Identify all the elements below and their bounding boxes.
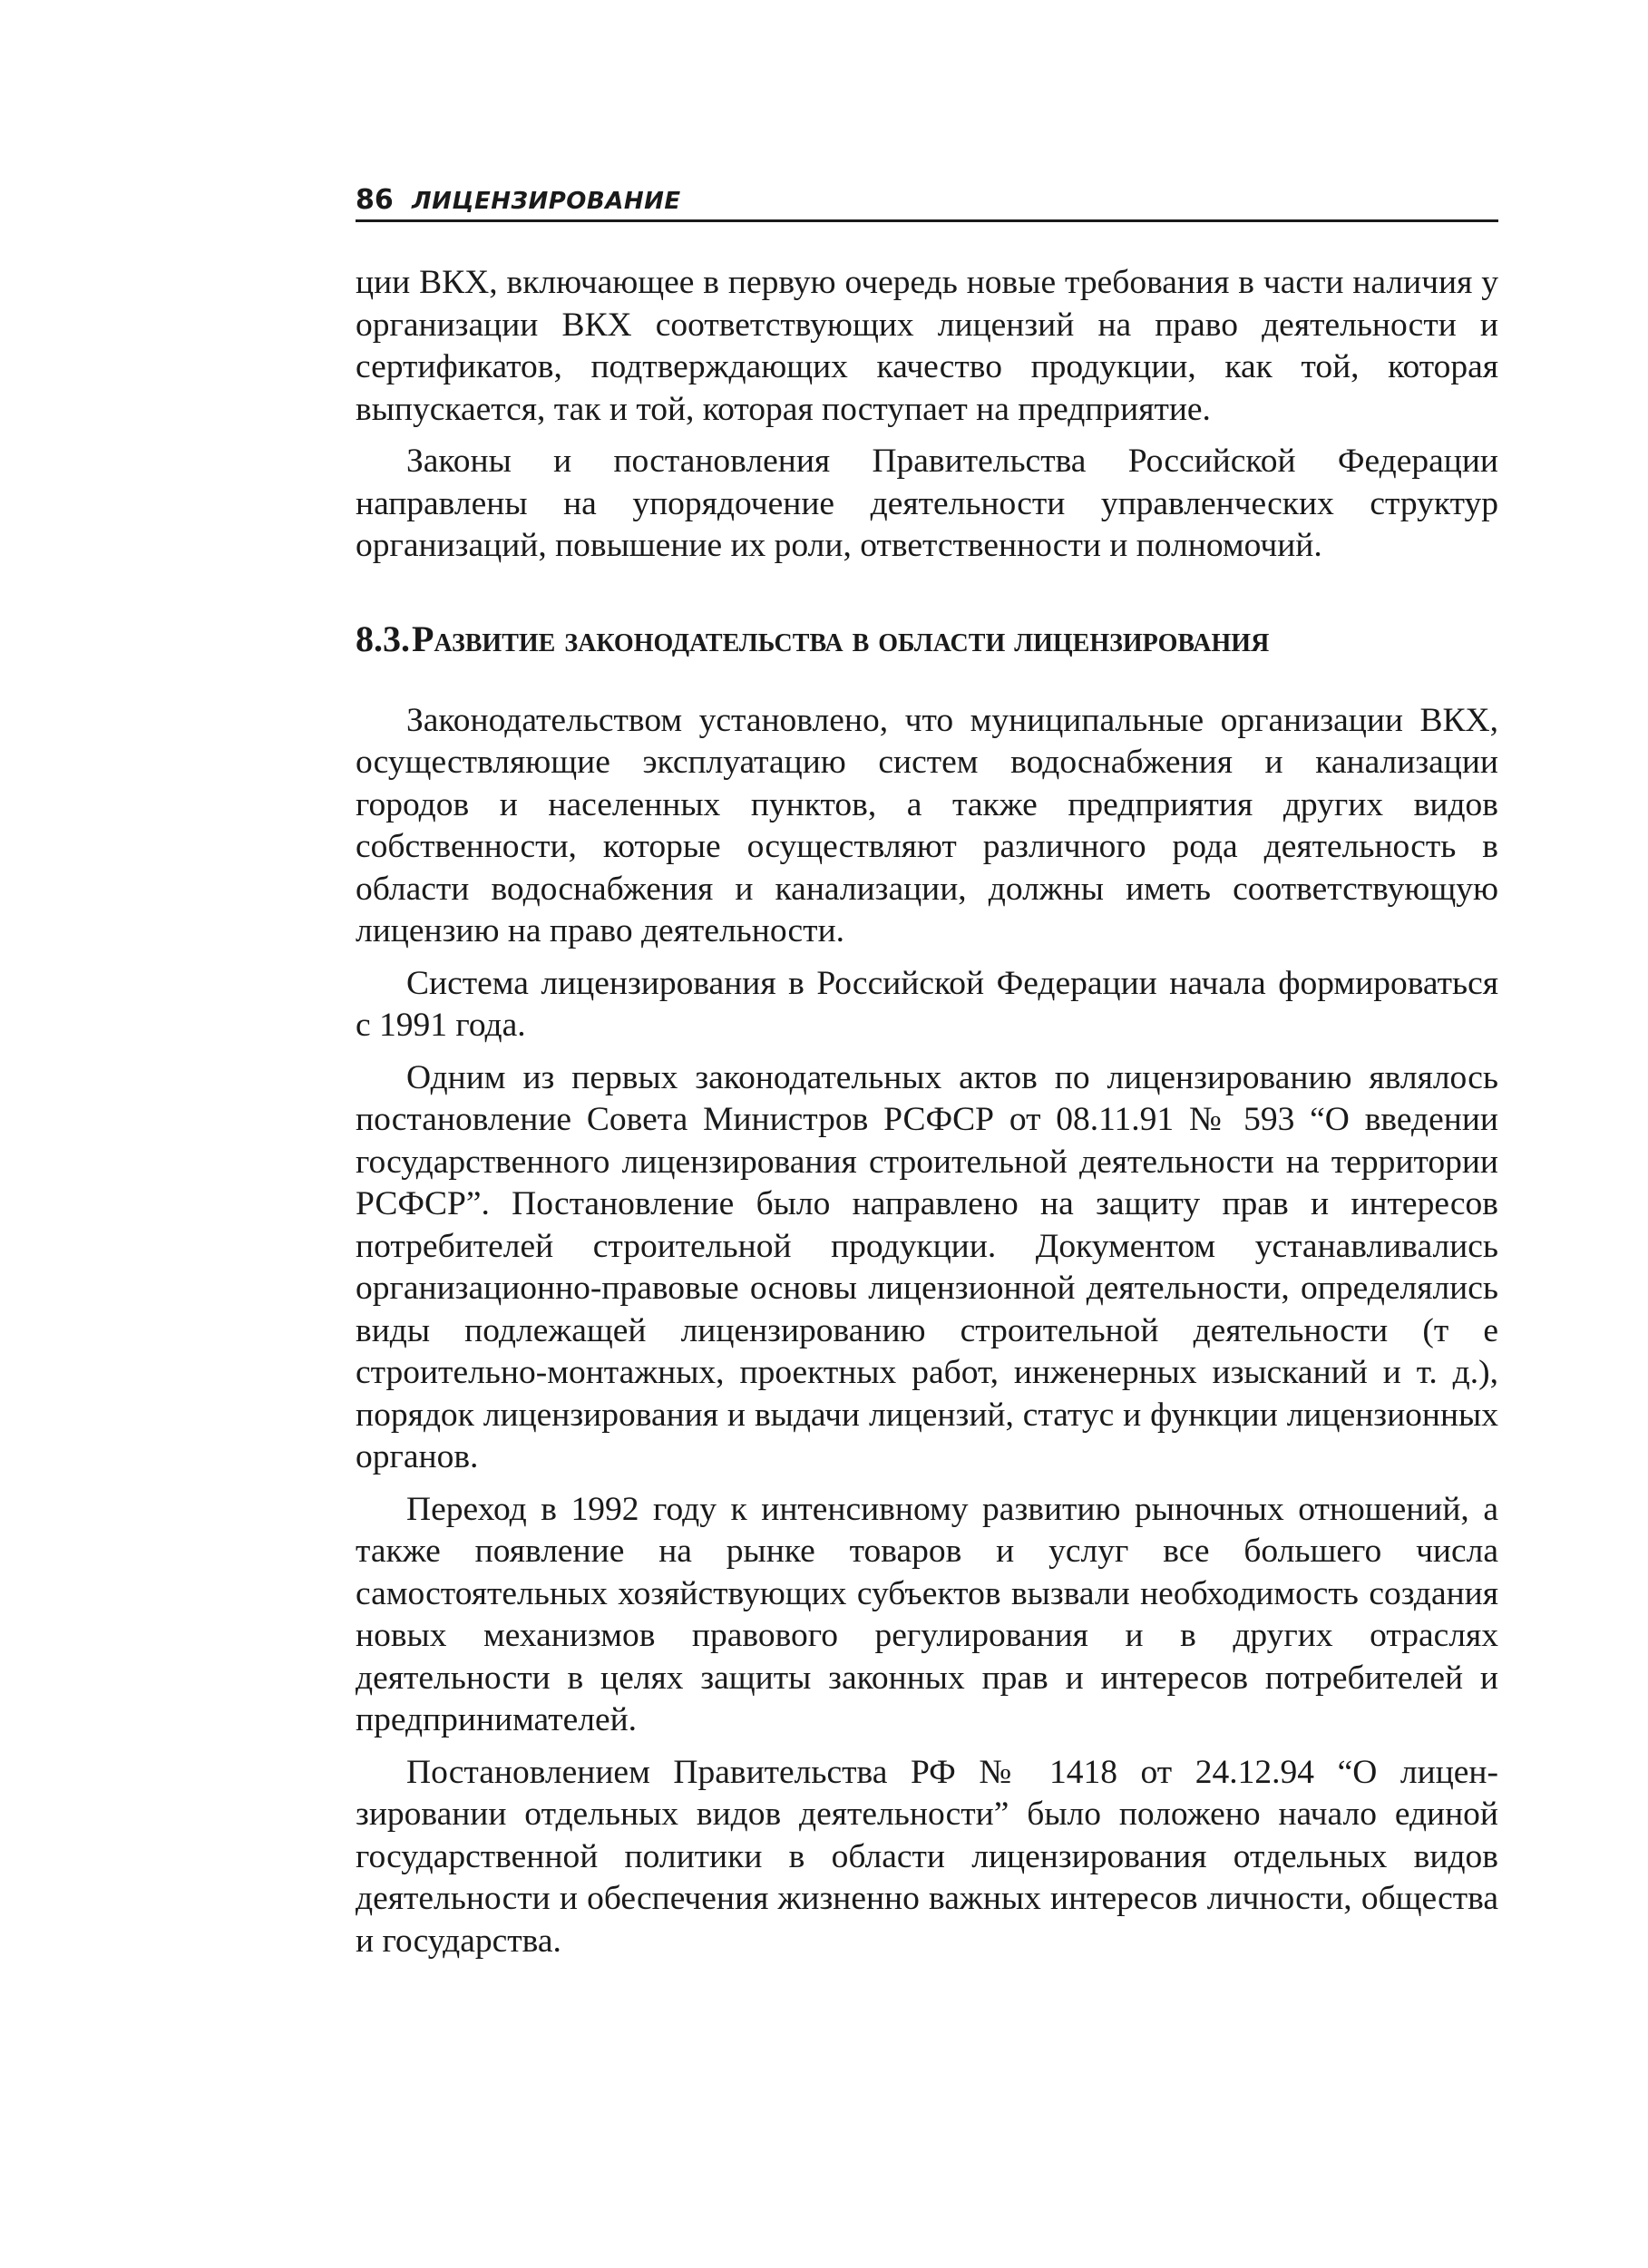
section-number: 8.3. — [356, 618, 410, 659]
paragraph: Законы и постановления Правительства Российской Федерации направлены на упорядочение деятельности управленческих структур организаций, повышение их роли, ответственности и полномочий. — [356, 443, 1498, 564]
paragraph: Переход в 1992 году к интенсивному развитию рыночных отношений, а также появление на рынке товаров и услуг все большего числа самостоятельных хозяйствующих субъектов вызвали необходимость создания новых механизмов правового регулирования и в других отраслях деятельности в целях защиты законных прав и интересов потребителей и предпринимателей. — [356, 1490, 1498, 1738]
section-title: Развитие законодательства в области лицензирования — [412, 618, 1270, 659]
paragraph: ции ВКХ, включающее в первую очередь новые требования в части наличия у организации ВКХ соответствующих лицензий на право деятельности и сертификатов, подтверждающих качество продукции, как той, которая выпускается, так и той, которая поступает на предприятие. — [356, 264, 1498, 428]
running-title: ЛИЦЕНЗИРОВАНИЕ — [412, 188, 681, 215]
section-heading — [356, 617, 1498, 662]
page-number: 86 — [356, 184, 394, 216]
document-page — [356, 178, 1498, 1972]
paragraph: Законодательством установлено, что муниципальные организации ВКХ, осуществляющие эксплуатацию систем водоснабжения и канализации городов и населенных пунктов, а также предприятия других видов собственности, которые осуществляют различного рода деятельность в области водоснабжения и канализации, должны иметь соответствующую лицензию на право деятельности. — [356, 701, 1498, 949]
paragraph: Система лицензирования в Российской Федерации начала формироваться с 1991 года. — [356, 964, 1498, 1044]
paragraph: Постановлением Правительства РФ № 1418 от 24.12.94 “О лицензировании отдельных видов деятельности” было положено начало единой государственной политики в области лицензирования отдельных видов деятельности и обеспечения жизненно важных интересов личности, общества и государства. — [356, 1753, 1498, 1960]
running-header — [356, 178, 1498, 222]
body-text — [356, 262, 1498, 1962]
paragraph: Одним из первых законодательных актов по лицензированию являлось постановление Совета Министров РСФСР от 08.11.91 № 593 “О введении государственного лицензирования строительной деятельности на территории РСФСР”. Постановление было направлено на защиту прав и интересов потребителей строительной продукции. Документом устанавливались организационно-правовые основы лицензионной деятельности, определялись виды подлежащей лицензированию строительной деятельности (т е строительно-монтажных, проектных работ, инженерных изысканий и т. д.), порядок лицензирования и выдачи лицензий, статус и функции лицензионных органов. — [356, 1058, 1498, 1475]
